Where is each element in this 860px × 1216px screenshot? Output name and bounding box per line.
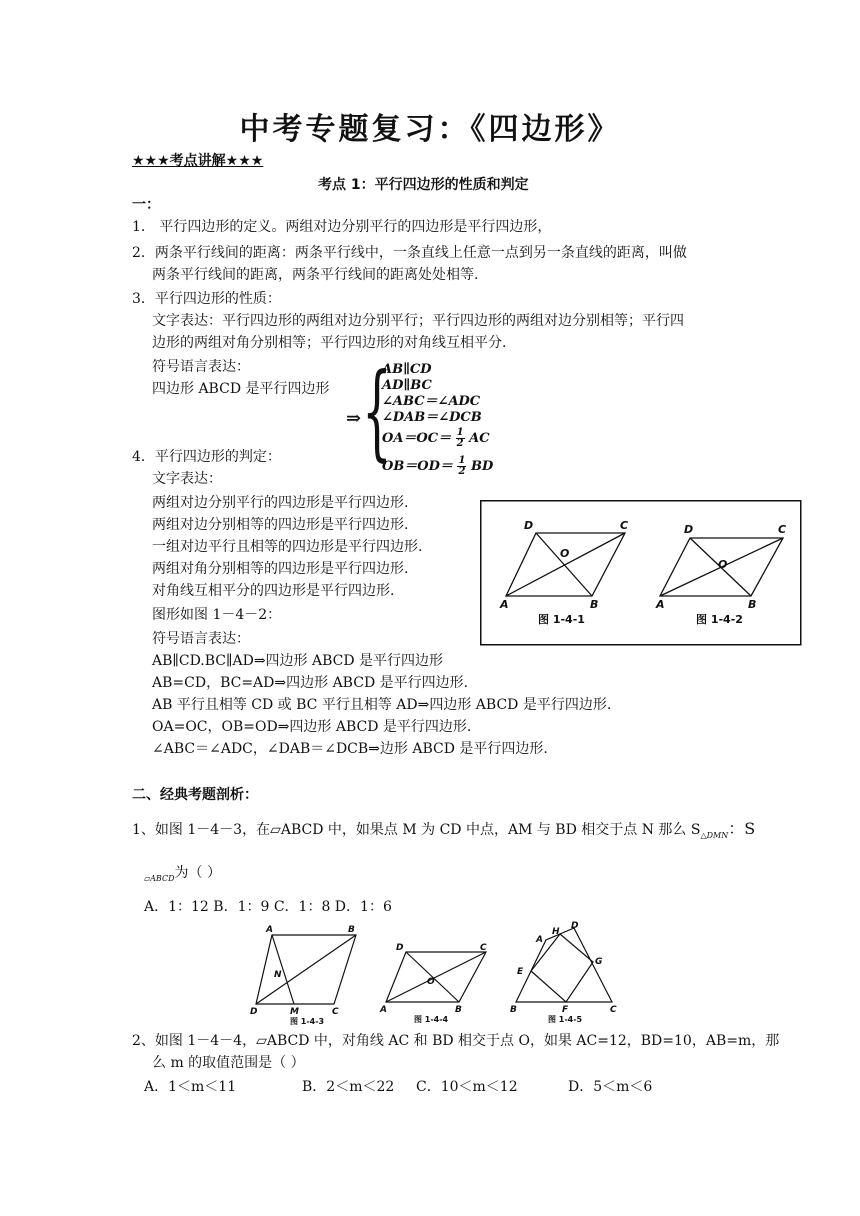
symbol-line-1: AB∥CD.BC∥AD⇒四边形 ABCD 是平行四边形 xyxy=(152,653,444,669)
label-o-141: O xyxy=(560,547,570,560)
question-1-line-b xyxy=(144,864,221,888)
question-1-sub-dmn: △DMN xyxy=(700,830,729,840)
caption-144: 图 1-4-4 xyxy=(414,1015,449,1024)
section-two-heading: 二、经典考题剖析： xyxy=(132,787,258,803)
caption-143: 图 1-4-3 xyxy=(290,1017,325,1026)
item-3-text-a: 文字表达：平行四边形的两组对边分别平行；平行四边形的两组对边分别相等；平行四 xyxy=(152,313,684,329)
label-b-141: B xyxy=(590,598,599,611)
question-2-option-a: A．1＜m＜11 xyxy=(144,1079,237,1095)
property-3: ∠ABC＝∠ADC xyxy=(382,394,481,409)
caption-142: 图 1-4-2 xyxy=(696,613,743,626)
label-c-145: C xyxy=(610,1005,617,1015)
property-1: AB∥CD xyxy=(382,362,432,377)
item-3-symbol-label: 符号语言表达： xyxy=(152,359,250,375)
label-c-141: C xyxy=(620,519,629,532)
label-d-143: D xyxy=(250,1007,258,1017)
implies-arrow: ⇒ xyxy=(346,408,362,429)
figure-1-4-1 xyxy=(506,533,625,596)
fraction-half xyxy=(456,428,465,449)
symbol-label: 符号语言表达： xyxy=(152,631,250,647)
question-1-options: A．1：12 B．1：9 C．1：8 D．1：6 xyxy=(144,899,392,915)
label-c-142: C xyxy=(778,523,787,536)
label-c-144: C xyxy=(480,943,487,953)
label-b-142: B xyxy=(748,598,757,611)
label-a-142: A xyxy=(656,598,665,611)
label-e-145: E xyxy=(517,967,524,977)
property-6-left: OB＝OD＝ xyxy=(382,459,453,474)
caption-141: 图 1-4-1 xyxy=(538,613,585,626)
judgement-3: 一组对边平行且相等的四边形是平行四边形. xyxy=(152,539,423,555)
symbol-line-4: OA=OC，OB=OD⇒四边形 ABCD 是平行四边形. xyxy=(152,719,472,735)
property-4: ∠DAB＝∠DCB xyxy=(382,410,482,425)
diagonal-bd-141 xyxy=(536,533,592,596)
judgement-1: 两组对边分别平行的四边形是平行四边形. xyxy=(152,495,409,511)
property-brace: { xyxy=(362,350,392,472)
label-g-145: G xyxy=(595,957,603,967)
label-d-145: D xyxy=(571,921,579,931)
label-o-142: O xyxy=(718,558,728,571)
figure-box-141-142 xyxy=(480,500,802,646)
fraction-denominator: 2 xyxy=(456,438,464,449)
fraction-denominator: 2 xyxy=(458,466,466,477)
property-5-left: OA＝OC＝ xyxy=(382,431,452,446)
figure-row-143-145 xyxy=(244,920,624,1026)
label-o-144: O xyxy=(427,977,435,987)
label-a-144: A xyxy=(380,1005,387,1015)
item-1: 1． 平行四边形的定义。两组对边分别平行的四边形是平行四边形， xyxy=(132,219,552,235)
symbol-line-3: AB 平行且相等 CD 或 BC 平行且相等 AD⇒四边形 ABCD 是平行四边形. xyxy=(152,697,612,713)
item-3-text-b: 边形的两组对角分别相等；平行四边形的对角线互相平分. xyxy=(152,335,507,351)
question-1-blank: 为（ ） xyxy=(174,865,221,881)
fraction-numerator: 1 xyxy=(456,427,464,438)
label-a-143: A xyxy=(266,925,273,935)
question-1-colon: ：S xyxy=(728,819,756,838)
question-2-line-b: 么 m 的取值范围是（ ） xyxy=(152,1055,305,1071)
caption-145: 图 1-4-5 xyxy=(548,1015,583,1024)
property-6 xyxy=(382,456,493,477)
property-5 xyxy=(382,428,490,449)
label-c-143: C xyxy=(332,1007,339,1017)
question-2-option-c: C．10＜m＜12 xyxy=(416,1079,518,1095)
item-4-text-label: 文字表达： xyxy=(152,471,222,487)
diagonal-ac-144 xyxy=(386,952,486,1002)
label-m-143: M xyxy=(290,1007,299,1017)
section-heading-stars: ★★★考点讲解★★★ xyxy=(132,153,264,169)
symbol-line-5: ∠ABC＝∠ADC，∠DAB＝∠DCB⇒边形 ABCD 是平行四边形. xyxy=(152,741,548,757)
label-d-142: D xyxy=(684,523,694,536)
subheading: 考点 1：平行四边形的性质和判定 xyxy=(318,177,529,193)
label-b-145: B xyxy=(510,1005,517,1015)
diagonal-ac-141 xyxy=(506,533,625,596)
label-b-143: B xyxy=(348,925,355,935)
property-2: AD∥BC xyxy=(382,378,432,393)
label-h-145: H xyxy=(552,927,560,937)
judgement-4: 两组对角分别相等的四边形是平行四边形. xyxy=(152,561,409,577)
label-n-143: N xyxy=(274,970,282,980)
page-title: 中考专题复习：《四边形》 xyxy=(239,112,621,147)
question-2-option-d: D．5＜m＜6 xyxy=(568,1079,653,1095)
item-2-line-b: 两条平行线间的距离，两条平行线间的距离处处相等. xyxy=(152,267,479,283)
section-one-label: 一： xyxy=(132,197,160,213)
label-a-145: A xyxy=(536,935,543,945)
fraction-half xyxy=(457,456,466,477)
label-b-144: B xyxy=(455,1005,462,1015)
property-5-right: AC xyxy=(469,431,490,446)
diagonal-db-143 xyxy=(256,935,356,1004)
figure-1-4-3 xyxy=(256,935,356,1004)
item-3-premise: 四边形 ABCD 是平行四边形 xyxy=(152,381,330,397)
item-3: 3．平行四边形的性质： xyxy=(132,291,281,307)
question-1-text: 1、如图 1－4－3，在▱ABCD 中，如果点 M 为 CD 中点，AM 与 BD 相交于点 N 那么 S xyxy=(132,822,701,838)
label-d-144: D xyxy=(396,943,404,953)
property-6-right: BD xyxy=(470,459,494,474)
label-d-141: D xyxy=(524,519,534,532)
question-1-line-a xyxy=(132,820,755,845)
label-a-141: A xyxy=(500,598,509,611)
item-2-line-a: 2．两条平行线间的距离：两条平行线中，一条直线上任意一点到另一条直线的距离，叫做 xyxy=(132,245,687,261)
figure-1-4-4 xyxy=(386,952,486,1002)
question-1-sub-abcd: ▱ABCD xyxy=(144,873,175,883)
judgement-5: 对角线互相平分的四边形是平行四边形. xyxy=(152,583,395,599)
symbol-line-2: AB=CD，BC=AD⇒四边形 ABCD 是平行四边形. xyxy=(152,675,469,691)
question-2-option-b: B．2＜m＜22 xyxy=(302,1079,395,1095)
item-4: 4．平行四边形的判定： xyxy=(132,449,281,465)
question-2-line-a: 2、如图 1－4－4，▱ABCD 中，对角线 AC 和 BD 相交于点 O，如果 AC=12，BD=10，AB=m，那 xyxy=(132,1033,780,1049)
judgement-2: 两组对边分别相等的四边形是平行四边形. xyxy=(152,517,409,533)
figure-reference: 图形如图 1－4－2： xyxy=(152,607,282,623)
label-f-145: F xyxy=(562,1005,569,1015)
fraction-numerator: 1 xyxy=(458,455,466,466)
